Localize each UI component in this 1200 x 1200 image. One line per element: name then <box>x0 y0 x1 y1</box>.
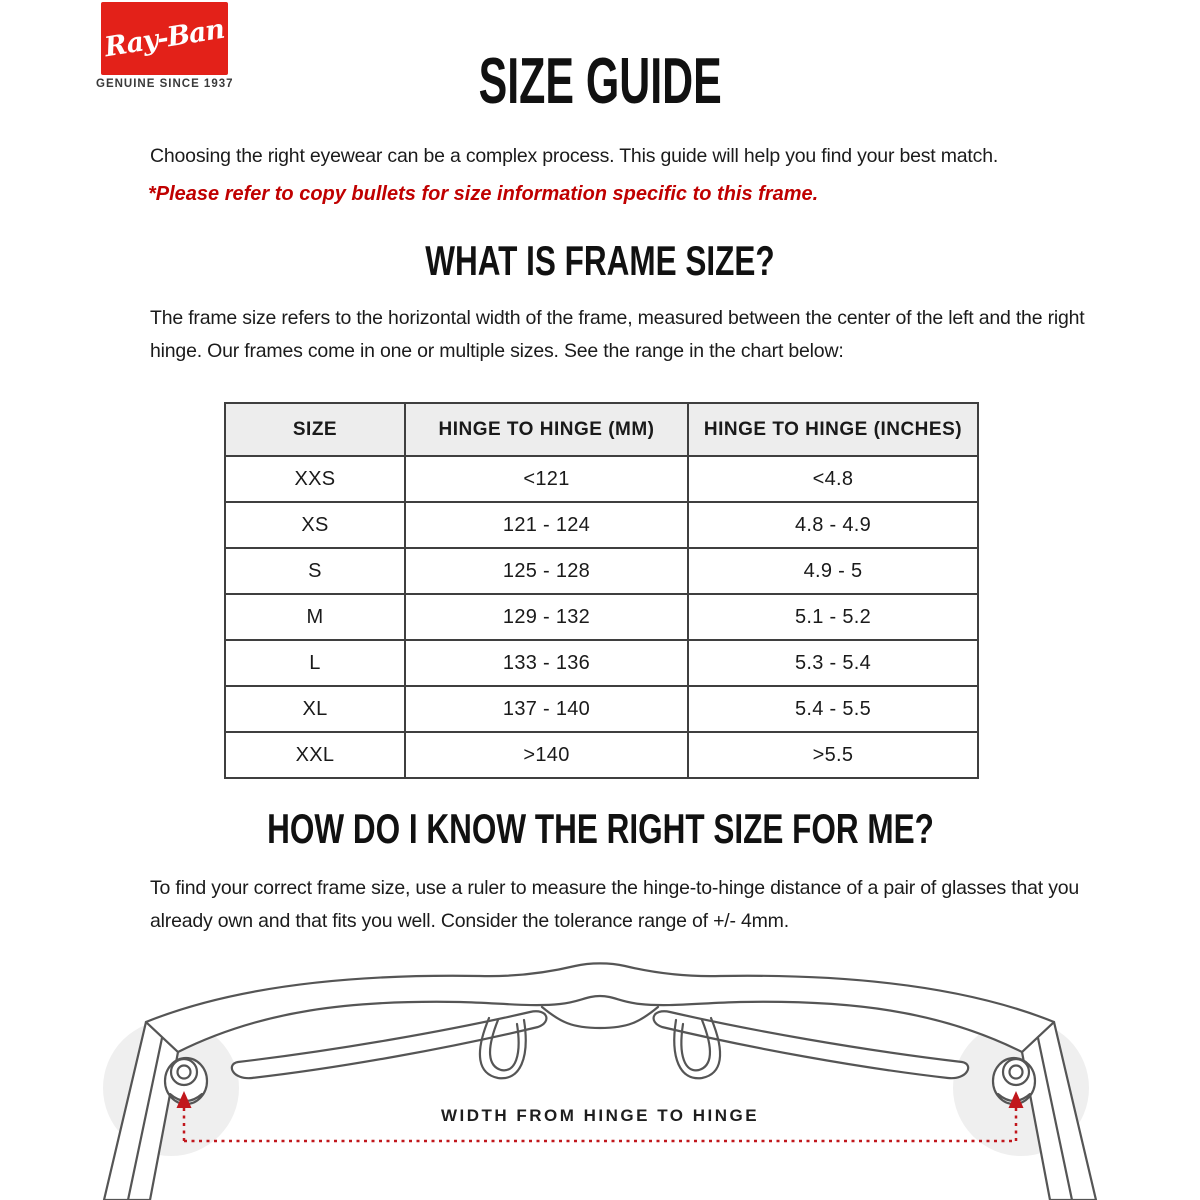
cell-size: XXL <box>225 732 405 778</box>
cell-mm: <121 <box>405 456 688 502</box>
cell-inches: 4.9 - 5 <box>688 548 978 594</box>
left-lens-groove <box>232 1011 547 1078</box>
table-row <box>225 732 978 778</box>
table-row <box>225 640 978 686</box>
cell-mm: 137 - 140 <box>405 686 688 732</box>
cell-size: M <box>225 594 405 640</box>
table-row <box>225 594 978 640</box>
table-row <box>225 456 978 502</box>
cell-mm: 133 - 136 <box>405 640 688 686</box>
table-row <box>225 548 978 594</box>
table-row <box>225 686 978 732</box>
cell-mm: 129 - 132 <box>405 594 688 640</box>
column-header-inches: HINGE TO HINGE (INCHES) <box>688 403 978 456</box>
bridge-lower-edge <box>542 1007 658 1028</box>
size-table <box>224 402 979 779</box>
cell-size: XL <box>225 686 405 732</box>
cell-inches: 5.1 - 5.2 <box>688 594 978 640</box>
glasses-top-view-illustration <box>0 950 1200 1200</box>
cell-size: XXS <box>225 456 405 502</box>
cell-size: S <box>225 548 405 594</box>
cell-mm: 121 - 124 <box>405 502 688 548</box>
cell-mm: 125 - 128 <box>405 548 688 594</box>
right-size-body: To find your correct frame size, use a ruler to measure the hinge-to-hinge distance of a pair of glasses that you already own and that fits you well. Consider the tolerance range of +/- 4mm. <box>150 877 1080 932</box>
cell-inches: 5.3 - 5.4 <box>688 640 978 686</box>
size-table-header-row <box>225 403 978 456</box>
frame-size-body: The frame size refers to the horizontal width of the frame, measured between the center of the left and the right hinge. Our frames come in one or multiple sizes. See the range in the chart below: <box>150 307 1085 362</box>
rayban-logo-script: Ray-Ban <box>102 13 227 64</box>
right-size-heading: HOW DO I KNOW THE RIGHT SIZE FOR ME? <box>266 805 934 852</box>
intro-text: Choosing the right eyewear can be a complex process. This guide will help you find your best match. <box>150 145 999 167</box>
cell-size: L <box>225 640 405 686</box>
cell-mm: >140 <box>405 732 688 778</box>
cell-inches: >5.5 <box>688 732 978 778</box>
rayban-tagline: GENUINE SINCE 1937 <box>96 78 234 90</box>
table-row <box>225 502 978 548</box>
cell-size: XS <box>225 502 405 548</box>
right-lens-groove <box>654 1011 969 1078</box>
cell-inches: 5.4 - 5.5 <box>688 686 978 732</box>
browline <box>146 963 1054 1052</box>
diagram-label: WIDTH FROM HINGE TO HINGE <box>440 1106 760 1125</box>
page-title: SIZE GUIDE <box>478 44 722 117</box>
frame-note-text: *Please refer to copy bullets for size information specific to this frame. <box>148 183 819 205</box>
column-header-size: SIZE <box>225 403 405 456</box>
cell-inches: 4.8 - 4.9 <box>688 502 978 548</box>
frame-size-heading: WHAT IS FRAME SIZE? <box>425 237 775 284</box>
cell-inches: <4.8 <box>688 456 978 502</box>
column-header-mm: HINGE TO HINGE (MM) <box>405 403 688 456</box>
